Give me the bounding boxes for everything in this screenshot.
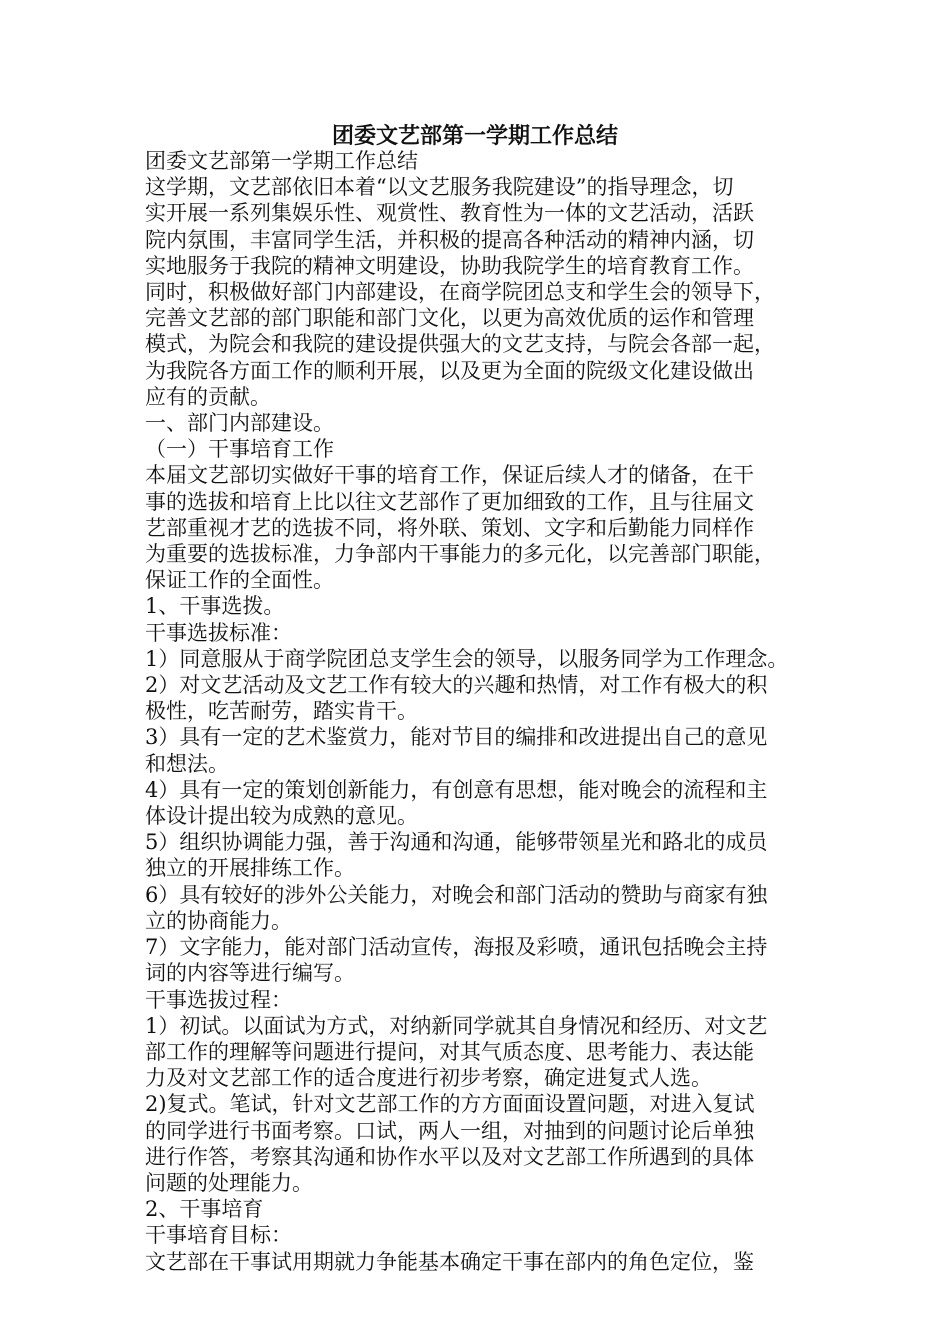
list-item: 的同学进行书面考察。口试，两人一组，对抽到的问题讨论后单独 (145, 1118, 754, 1143)
list-item: 7）文字能力，能对部门活动宣传，海报及彩喷，通讯包括晚会主持 (145, 935, 768, 960)
list-item: 极性，吃苦耐劳，踏实肯干。 (145, 699, 418, 724)
body-line: 实开展一系列集娱乐性、观赏性、教育性为一体的文艺活动，活跃 (145, 201, 754, 226)
list-item: 部工作的理解等问题进行提问，对其气质态度、思考能力、表达能 (145, 1039, 754, 1064)
section-heading: 一、部门内部建设。 (145, 411, 334, 436)
item-heading: 干事选拔标准： (145, 620, 292, 645)
document-body (145, 148, 817, 1275)
body-line: 完善文艺部的部门职能和部门文化，以更为高效优质的运作和管理 (145, 306, 754, 331)
subsection-heading: （一）干事培育工作 (145, 437, 334, 462)
body-line: 文艺部在干事试用期就力争能基本确定干事在部内的角色定位，鉴 (145, 1249, 754, 1274)
body-line: 本届文艺部切实做好干事的培育工作，保证后续人才的储备，在干 (145, 463, 754, 488)
item-heading: 1、干事选拨。 (145, 594, 285, 619)
list-item: 2)复式。笔试，针对文艺部工作的方方面面设置问题，对进入复试 (145, 1092, 755, 1117)
document-title: 团委文艺部第一学期工作总结 (331, 124, 618, 149)
body-line: 应有的贡献。 (145, 384, 271, 409)
list-item: 词的内容等进行编写。 (145, 961, 355, 986)
list-item: 6）具有较好的涉外公关能力，对晚会和部门活动的赞助与商家有独 (145, 882, 768, 907)
item-heading: 干事培育目标： (145, 1223, 292, 1248)
body-line: 为重要的选拔标准，力争部内干事能力的多元化，以完善部门职能， (145, 542, 775, 567)
list-item: 2）对文艺活动及文艺工作有较大的兴趣和热情，对工作有极大的积 (145, 673, 768, 698)
body-line: 这学期，文艺部依旧本着“以文艺服务我院建设”的指导理念，切 (145, 175, 734, 200)
list-item: 力及对文艺部工作的适合度进行初步考察，确定进复式人选。 (145, 1066, 712, 1091)
body-line: 事的选拔和培育上比以往文艺部作了更加细致的工作，且与往届文 (145, 489, 754, 514)
list-item: 1）初试。以面试为方式，对纳新同学就其自身情况和经历、对文艺 (145, 1013, 768, 1038)
body-line: 实地服务于我院的精神文明建设，协助我院学生的培育教育工作。 (145, 253, 754, 278)
body-line: 保证工作的全面性。 (145, 568, 334, 593)
list-item: 独立的开展排练工作。 (145, 856, 355, 881)
list-item: 立的协商能力。 (145, 908, 292, 933)
list-item: 体设计提出较为成熟的意见。 (145, 804, 418, 829)
body-line: 艺部重视才艺的选拔不同，将外联、策划、文字和后勤能力同样作 (145, 515, 754, 540)
list-item: 4）具有一定的策划创新能力，有创意有思想，能对晚会的流程和主 (145, 777, 768, 802)
list-item: 问题的处理能力。 (145, 1170, 313, 1195)
body-line: 同时，积极做好部门内部建设，在商学院团总支和学生会的领导下， (145, 280, 775, 305)
body-line: 团委文艺部第一学期工作总结 (145, 149, 418, 173)
list-item: 和想法。 (145, 751, 229, 776)
list-item: 进行作答，考察其沟通和协作水平以及对文艺部工作所遇到的具体 (145, 1144, 754, 1169)
body-line: 模式，为院会和我院的建设提供强大的文艺支持，与院会各部一起， (145, 332, 775, 357)
item-heading: 2、干事培育 (145, 1197, 264, 1222)
body-line: 院内氛围，丰富同学生活，并积极的提高各种活动的精神内涵，切 (145, 227, 754, 252)
list-item: 1）同意服从于商学院团总支学生会的领导，以服务同学为工作理念。 (145, 646, 789, 671)
item-heading: 干事选拔过程： (145, 987, 292, 1012)
list-item: 5）组织协调能力强，善于沟通和沟通，能够带领星光和路北的成员 (145, 830, 768, 855)
body-line: 为我院各方面工作的顺利开展，以及更为全面的院级文化建设做出 (145, 358, 754, 383)
list-item: 3）具有一定的艺术鉴赏力，能对节目的编排和改进提出自己的意见 (145, 725, 768, 750)
